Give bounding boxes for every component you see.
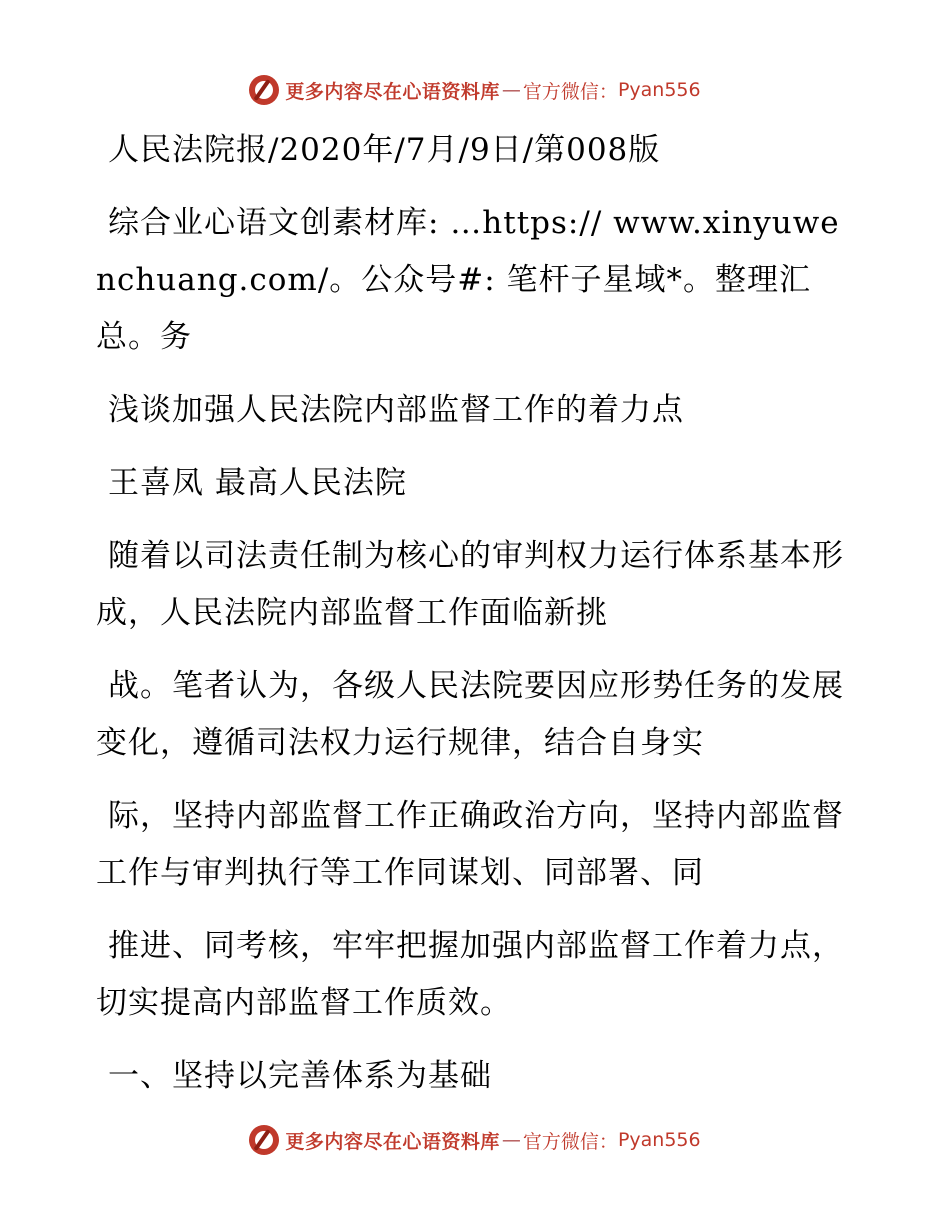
banner-wechat-id: Pyan556: [617, 79, 701, 101]
pen-logo-icon: [249, 75, 279, 105]
banner-official-text: 官方微信：: [522, 80, 618, 103]
body-paragraph: 际，坚持内部监督工作正确政治方向，坚持内部监督工作与审判执行等工作同谋划、同部署、同: [96, 798, 844, 891]
banner-main-text: 更多内容尽在心语资料库: [285, 80, 500, 103]
banner-wechat-id: Pyan556: [617, 1129, 701, 1151]
publication-line: 人民法院报/2020年/7月/9日/第008版: [108, 132, 661, 168]
banner-official-text: 官方微信：: [522, 1130, 618, 1153]
pen-logo-icon: [249, 1125, 279, 1155]
banner-main-text: 更多内容尽在心语资料库: [285, 1130, 500, 1153]
body-paragraph: 随着以司法责任制为核心的审判权力运行体系基本形成，人民法院内部监督工作面临新挑: [96, 538, 844, 631]
section-heading: 一、坚持以完善体系为基础: [108, 1058, 492, 1094]
body-paragraph: 推进、同考核，牢牢把握加强内部监督工作着力点，切实提高内部监督工作质效。: [96, 928, 844, 1021]
watermark-banner-top: [0, 70, 950, 110]
source-note: 综合业心语文创素材库: …https:// www.xinyuwenchuang.com/。公众号#: 笔杆子星域*。整理汇总。务: [96, 205, 840, 355]
banner-dash: —: [501, 79, 521, 101]
article-title: 浅谈加强人民法院内部监督工作的着力点: [108, 392, 684, 428]
document-body: [96, 122, 856, 1121]
article-author: 王喜凤 最高人民法院: [108, 465, 407, 501]
body-paragraph: 战。笔者认为，各级人民法院要因应形势任务的发展变化，遵循司法权力运行规律，结合自身实: [96, 668, 844, 761]
banner-dash: —: [501, 1129, 521, 1151]
watermark-banner-bottom: [0, 1120, 950, 1160]
